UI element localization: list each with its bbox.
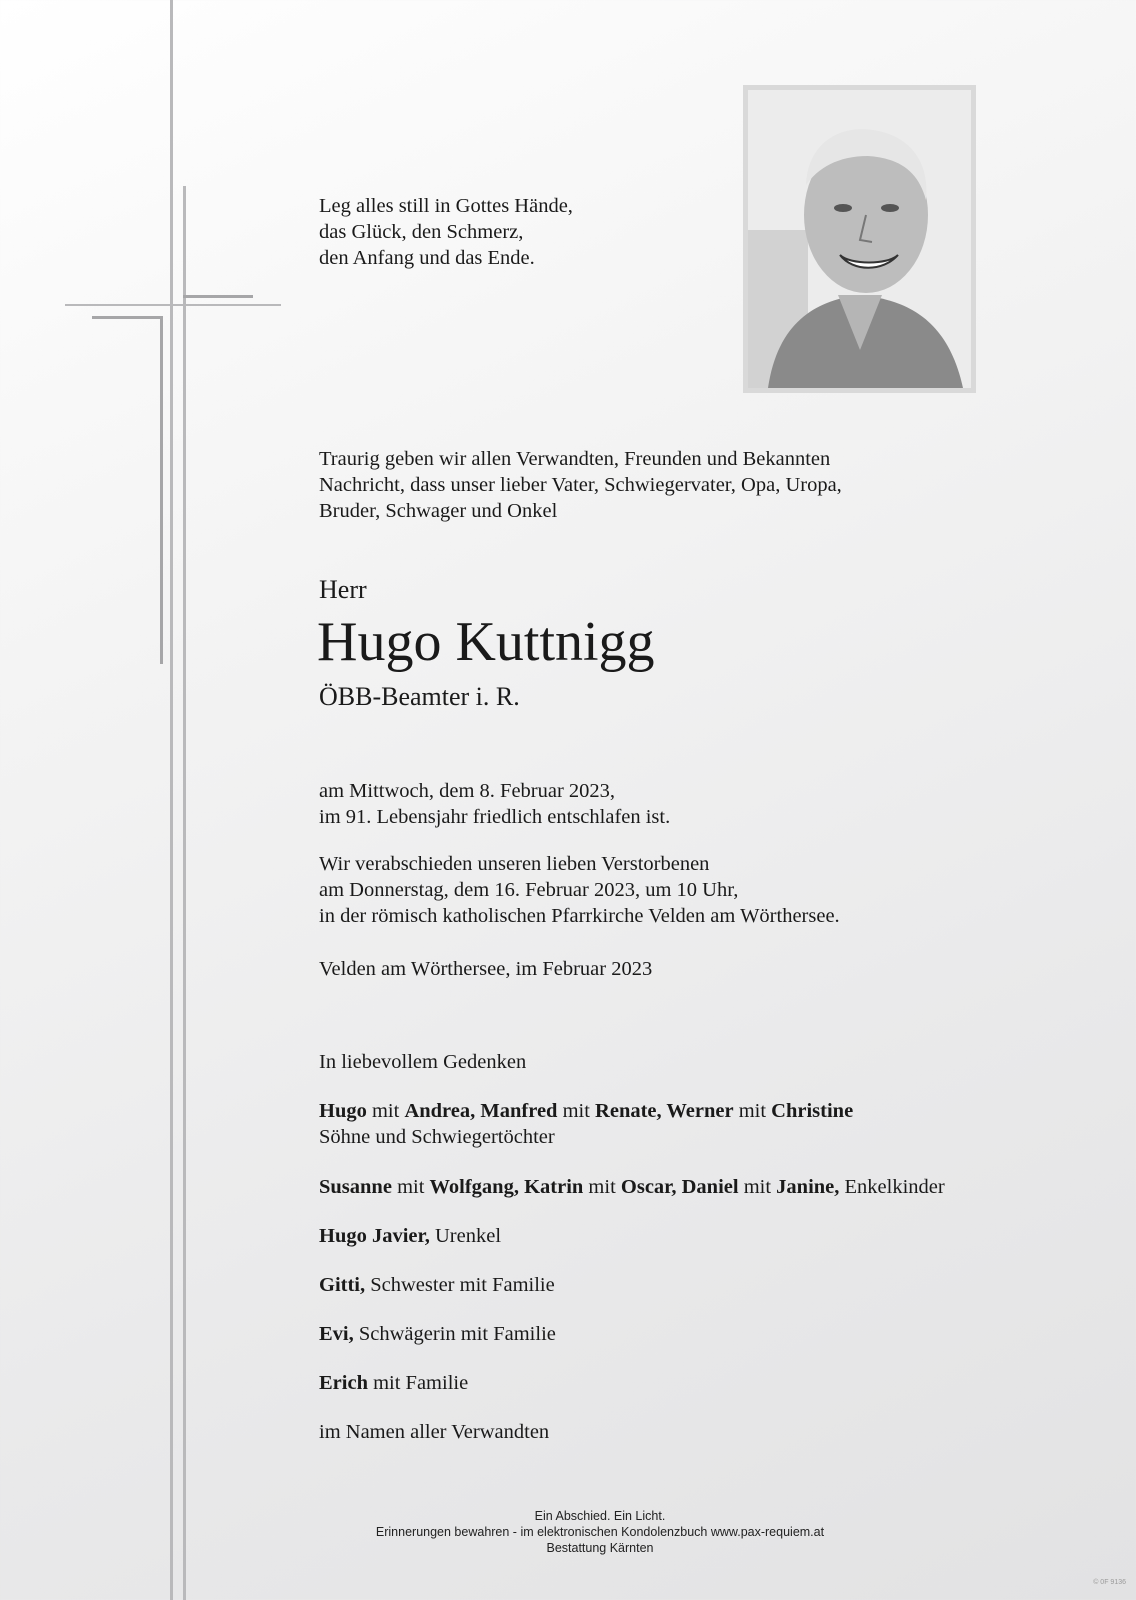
mourner-name: Renate, Werner — [595, 1100, 734, 1122]
mourner-name: Christine — [771, 1100, 854, 1122]
death-line: im 91. Lebensjahr friedlich entschlafen ist. — [319, 806, 671, 828]
funeral-line: Wir verabschieden unseren lieben Verstorbenen — [319, 853, 710, 875]
mourners-great-grandchild — [319, 1223, 501, 1249]
mourner-name: Gitti, — [319, 1274, 366, 1296]
portrait-photo-frame — [743, 85, 976, 393]
mourner-role: Söhne und Schwiegertöchter — [319, 1126, 555, 1148]
death-notice — [319, 778, 670, 830]
mourner-name: Hugo Javier, — [319, 1225, 430, 1247]
mourners-grandchildren — [319, 1174, 945, 1200]
verse-line: den Anfang und das Ende. — [319, 247, 535, 269]
mourners-sons — [319, 1098, 853, 1150]
mourner-name: Janine, — [776, 1176, 840, 1198]
mourners-erich — [319, 1370, 468, 1396]
mourner-text: Schwägerin mit Familie — [353, 1323, 556, 1345]
portrait-illustration — [748, 90, 971, 388]
mourner-name: Oscar, Daniel — [620, 1176, 739, 1198]
mourner-name: Hugo — [319, 1100, 367, 1122]
mourner-text: mit Familie — [367, 1372, 469, 1394]
deceased-profession: ÖBB-Beamter i. R. — [319, 682, 520, 711]
funeral-line: in der römisch katholischen Pfarrkirche Velden am Wörthersee. — [319, 905, 840, 927]
intro-line: Nachricht, dass unser lieber Vater, Schwiegervater, Opa, Uropa, — [319, 474, 842, 496]
funeral-notice — [319, 851, 840, 929]
intro-text — [319, 446, 842, 524]
deceased-name: Hugo Kuttnigg — [317, 611, 655, 673]
mourner-text: mit — [738, 1176, 777, 1198]
mourner-text: mit — [583, 1176, 621, 1198]
mourner-text: Schwester mit Familie — [365, 1274, 555, 1296]
intro-line: Traurig geben wir allen Verwandten, Freunden und Bekannten — [319, 448, 831, 470]
portrait-photo — [748, 90, 971, 388]
footer-slogan: Ein Abschied. Ein Licht. — [534, 1509, 666, 1523]
death-line: am Mittwoch, dem 8. Februar 2023, — [319, 780, 616, 802]
place-date: Velden am Wörthersee, im Februar 2023 — [319, 958, 653, 980]
mourner-text: mit — [366, 1100, 405, 1122]
salutation: Herr — [319, 575, 367, 604]
footer-company: Bestattung Kärnten — [546, 1541, 654, 1555]
mourner-name: Evi, — [319, 1323, 354, 1345]
mourner-name: Erich — [319, 1372, 368, 1394]
mourner-text: Urenkel — [429, 1225, 502, 1247]
mourner-text: Enkelkinder — [839, 1176, 945, 1198]
mourner-name: Andrea, Manfred — [404, 1100, 558, 1122]
mourner-name: Wolfgang, Katrin — [429, 1176, 584, 1198]
mourner-text: mit — [733, 1100, 772, 1122]
verse — [319, 193, 573, 271]
mourner-text: mit — [557, 1100, 596, 1122]
memory-heading: In liebevollem Gedenken — [319, 1051, 527, 1073]
verse-line: das Glück, den Schmerz, — [319, 221, 524, 243]
mourner-name: Susanne — [319, 1176, 392, 1198]
mourners-sister-in-law — [319, 1321, 556, 1347]
mourner-line — [319, 1100, 853, 1122]
corner-code: © 0F 9136 — [1093, 1579, 1126, 1586]
mourners-closing: im Namen aller Verwandten — [319, 1421, 550, 1443]
footer — [0, 1508, 1136, 1556]
mourners-sister — [319, 1272, 555, 1298]
intro-line: Bruder, Schwager und Onkel — [319, 500, 558, 522]
funeral-line: am Donnerstag, dem 16. Februar 2023, um 10 Uhr, — [319, 879, 739, 901]
footer-condolence: Erinnerungen bewahren - im elektronischen Kondolenzbuch www.pax-requiem.at — [375, 1525, 825, 1539]
mourner-text: mit — [391, 1176, 430, 1198]
verse-line: Leg alles still in Gottes Hände, — [319, 195, 573, 217]
